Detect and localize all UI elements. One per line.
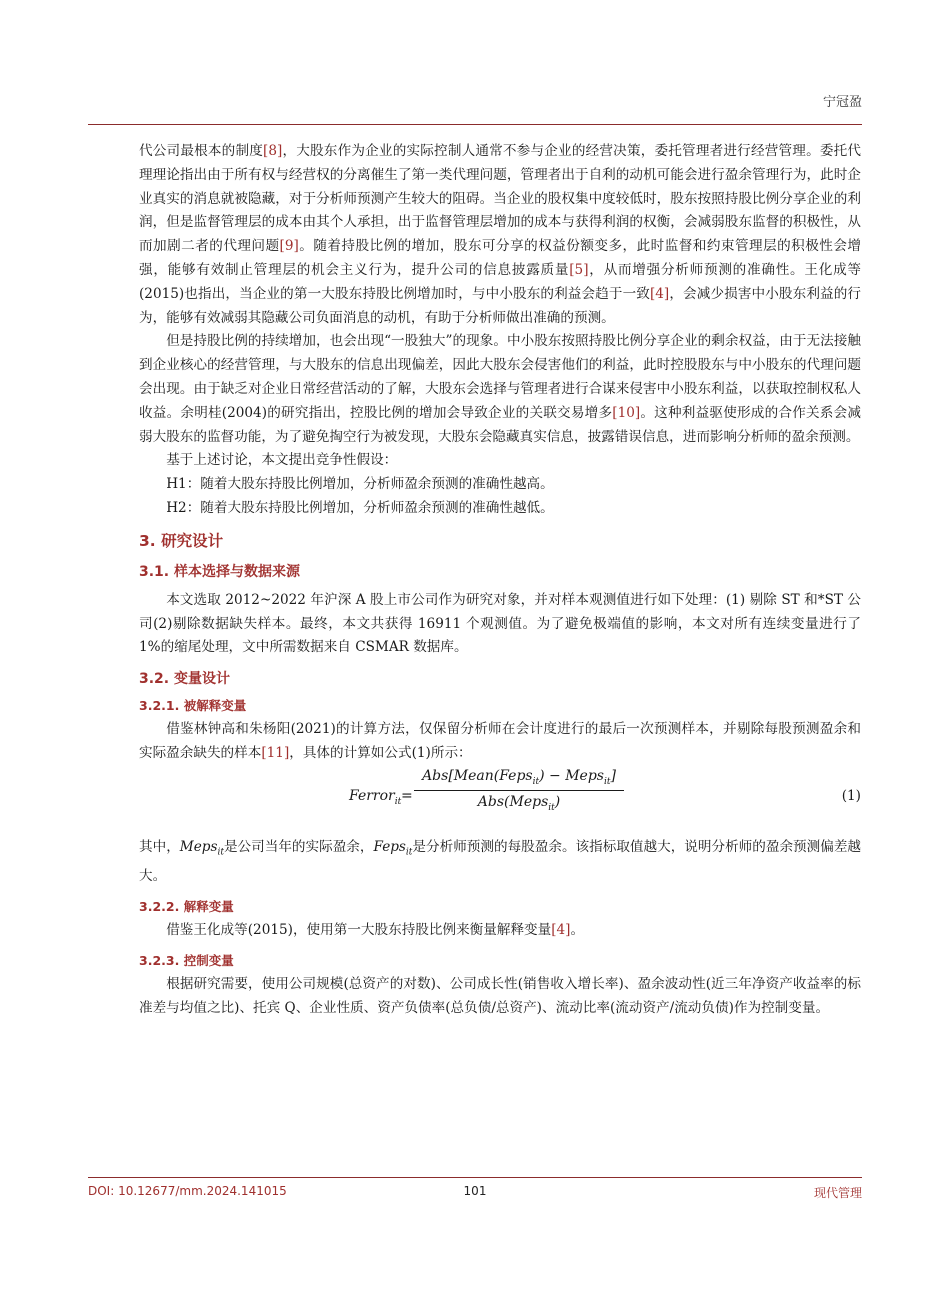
citation-link[interactable]: [4] xyxy=(551,922,571,939)
running-header-author: 宁冠盈 xyxy=(822,95,862,110)
paragraph-independent-variable xyxy=(139,919,861,943)
page-body xyxy=(139,140,861,1020)
hypothesis-h2: H2：随着大股东持股比例增加，分析师盈余预测的准确性越低。 xyxy=(166,499,554,516)
formula-lhs: Ferror$_{it}$ xyxy=(349,787,402,807)
section-heading-3: 3. 研究设计 xyxy=(139,531,224,550)
section-heading-3-2: 3.2. 变量设计 xyxy=(139,671,230,688)
paragraph-2 xyxy=(139,330,861,449)
citation-link[interactable]: [11] xyxy=(261,744,290,761)
footer-divider xyxy=(88,1177,862,1178)
text-run: 。 xyxy=(570,922,585,939)
text-run: ，大股东作为企业的实际控制人通常不参与企业的经营决策，委托管理者进行经营管理。委托代理理论指出由于所有权与经营权的分离催生了第一类代理问题，管理者出于自利的动机可能会进行盈余管理行为，此时企业真实的消息就被隐藏，对于分析师预测产生较大的阻碍。当企业的股权集中度较低时，股东按照持股比例分享企业的利润，但是监督管理层的成本由其个人承担，出于监督管理层增加的成本与获得利润的权衡，会减弱股东监督的积极性，从而加剧二者的代理问题 xyxy=(139,143,862,255)
text-run: 。随着持股比例的增加，股东可分享的权益份额变多，此时监督和约束管理层的积极性会增强，能够有效制止管理层的机会主义行为，提升公司的信息披露质量 xyxy=(139,238,861,278)
formula-numerator: Abs[Mean(Feps$_{it}$) − Meps$_{it}$] xyxy=(414,768,624,791)
formula-number: (1) xyxy=(841,787,861,804)
citation-link[interactable]: [9] xyxy=(279,238,299,255)
paragraph-formula-explanation: 其中，Meps$_{it}$是公司当年的实际盈余，Feps$_{it}$是分析师预测的每股盈余。该指标取值越大，说明分析师的盈余预测偏差越大。 xyxy=(139,838,862,885)
formula-denominator: Abs(Meps$_{it}$) xyxy=(477,793,561,813)
section-heading-3-2-2: 3.2.2. 解释变量 xyxy=(139,899,234,915)
hypothesis-h1: H1：随着大股东持股比例增加，分析师盈余预测的准确性越高。 xyxy=(166,476,554,493)
paragraph-control-variables: 根据研究需要，使用公司规模(总资产的对数)、公司成长性(销售收入增长率)、盈余波动性(近三年净资产收益率的标准差与均值之比)、托宾 Q、企业性质、资产负债率(总负债/总资产)、流动比率(流动资产/流动负债)作为控制变量。 xyxy=(139,975,861,1016)
text-run: 借鉴林钟高和朱杨阳(2021)的计算方法，仅保留分析师在会计度进行的最后一次预测样本，并剔除每股预测盈余和实际盈余缺失的样本 xyxy=(139,721,861,761)
citation-link[interactable]: [4] xyxy=(649,285,670,302)
formula-fraction xyxy=(414,768,624,813)
text-run: 但是持股比例的持续增加，也会出现“一股独大”的现象。中小股东按照持股比例分享企业的剩余权益，由于无法接触到企业核心的经营管理，与大股东的信息出现偏差，因此大股东会侵害他们的利益，此时控股股东与中小股东的代理问题会出现。由于缺乏对企业日常经营活动的了解，大股东会选择与管理者进行合谋来侵害中小股东利益，以获取控制权私人收益。余明桂(2004)的研究指出，控股比例的增加会导致企业的关联交易增多 xyxy=(139,333,861,421)
paragraph-hypothesis-intro: 基于上述讨论，本文提出竞争性假设： xyxy=(166,452,398,469)
header-divider xyxy=(88,124,862,125)
text-run: 借鉴王化成等(2015)，使用第一大股东持股比例来衡量解释变量 xyxy=(166,922,552,939)
section-heading-3-2-1: 3.2.1. 被解释变量 xyxy=(139,698,247,714)
formula-1 xyxy=(139,768,861,830)
formula-equals: = xyxy=(401,787,413,804)
citation-link[interactable]: [5] xyxy=(569,261,589,278)
text-run: ，具体的计算如公式(1)所示： xyxy=(289,744,472,761)
citation-link[interactable]: [8] xyxy=(263,143,283,159)
text-run: ，从而增强分析师预测的准确性。王化成等(2015)也指出，当企业的第一大股东持股比例增加时，与中小股东的利益会趋于一致 xyxy=(139,261,862,302)
text-run: ，会减少损害中小股东利益的行为，能够有效减弱其隐藏公司负面消息的动机，有助于分析师做出准确的预测。 xyxy=(139,285,861,326)
text-run: 代公司最根本的制度 xyxy=(139,143,264,159)
footer-page-number: 101 xyxy=(463,1184,487,1198)
section-heading-3-1: 3.1. 样本选择与数据来源 xyxy=(139,563,300,580)
paragraph-dependent-variable xyxy=(139,718,861,766)
footer-journal-name: 现代管理 xyxy=(813,1186,862,1200)
paragraph-sample: 本文选取 2012~2022 年沪深 A 股上市公司作为研究对象，并对样本观测值进行如下处理：(1) 剔除 ST 和*ST 公司(2)剔除数据缺失样本。最终，本文共获得 16911 个观测值。为了避免极端值的影响，本文对所有连续变量进行了 1%的缩尾处理，文中所需数据来自 CSMAR 数据库。 xyxy=(139,591,861,656)
paragraph-1 xyxy=(139,140,861,330)
citation-link[interactable]: [10] xyxy=(612,404,641,421)
section-heading-3-2-3: 3.2.3. 控制变量 xyxy=(139,952,234,968)
text-run: 。这种利益驱使形成的合作关系会减弱大股东的监督功能，为了避免掏空行为被发现，大股东会隐藏真实信息，披露错误信息，进而影响分析师的盈余预测。 xyxy=(139,404,861,445)
footer-doi[interactable]: DOI: 10.12677/mm.2024.141015 xyxy=(88,1184,287,1198)
